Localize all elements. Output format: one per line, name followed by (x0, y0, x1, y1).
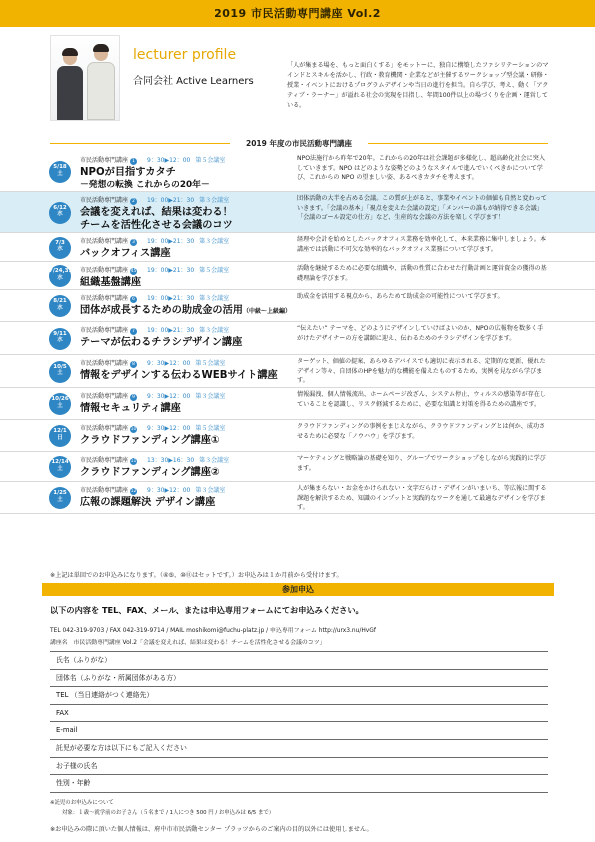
date-badge (49, 393, 71, 415)
date-badge (49, 295, 71, 317)
session-time: 19：00▶21：30 (147, 267, 195, 274)
course-title (80, 301, 291, 316)
schedule-row (0, 482, 595, 514)
session-time: 9：30▶12：00 (147, 393, 191, 400)
form-field-row[interactable] (50, 740, 548, 758)
schedule-list (0, 152, 595, 514)
series-label: 市民活動専門講座 (80, 393, 129, 400)
course-title-text: 情報をデザインする伝わるWEBサイト講座 (80, 370, 278, 381)
course-title-text: 広報の課題解決 デザイン講座 (80, 497, 216, 508)
date-text: 8/21 (53, 298, 67, 304)
date-text: 10/26 (51, 396, 69, 402)
schedule-row (0, 322, 595, 355)
course-subtitle: チームを活性化させる会議のコツ (80, 220, 233, 231)
form-field-row[interactable] (50, 652, 548, 670)
session-number: 2 (130, 198, 137, 205)
date-text: 7/24,31 (49, 268, 73, 274)
schedule-row (0, 452, 595, 482)
weekday-text: 水 (57, 246, 63, 252)
schedule-footnote: ※上記は単回でのお申込みになります。（④⑤、⑩⑪はセットです。）お申込みは１か月前から受付けます。 (50, 572, 343, 579)
series-label: 市民活動専門講座 (80, 238, 129, 245)
session-room: 第５会議室 (195, 360, 226, 367)
date-text: 5/18 (53, 164, 67, 170)
weekday-text: 土 (57, 496, 63, 503)
session-room: 第３会議室 (199, 327, 230, 334)
series-label: 市民活動専門講座 (80, 197, 129, 204)
lecturer-photo (50, 35, 120, 121)
form-field-row[interactable] (50, 722, 548, 740)
course-title-text: 会議を変えれば、結果は変わる！ (80, 207, 233, 218)
lecturer-person-right (87, 46, 115, 121)
weekday-text: 水 (57, 211, 63, 217)
course-title (80, 163, 176, 178)
session-time: 19：00▶21：30 (147, 238, 195, 245)
course-name-label: 講座名 (50, 640, 68, 646)
lecturer-intro: 「人が集まる場を、もっと面白くする」をモットーに、独自に構築したファシリテーションのマインドとスキルを活かし、行政・教育機関・企業などが主催するワークショップ型会議・研修・授業・イベントにおけるプログラムデザインや当日の進行を担当。自ら学び、考え、動く「アクティブ・ラーナー」が溢れる社会の実現を目指し、年間100件以上の場づくりを企画・運営している。 (287, 62, 549, 109)
course-description: “伝えたい” テーマを、どのようにデザインしていけばよいのか、NPOの広報物を数多く手がけたデザイナーの方を講師に迎え、伝わるためのチラシデザインを学びます。 (297, 325, 544, 342)
series-label: 市民活動専門講座 (80, 487, 129, 494)
course-title (80, 333, 242, 348)
session-time: 19：00▶21：30 (147, 197, 195, 204)
course-subtitle: －発想の転換 これからの20年－ (80, 180, 210, 190)
course-title-text: NPOが目指すカタチ (80, 167, 176, 178)
date-text: 10/5 (53, 363, 67, 370)
session-number: 7 (130, 328, 137, 335)
course-description: 人が集まらない・お金をかけられない・文字だらけ・デザインがいまいち、等広報に関する課題を解決するため、知識のインプットと実践的なワークを通して最適なデザインを学びます。 (297, 485, 547, 512)
schedule-row (0, 262, 595, 290)
session-number: 9 (130, 394, 137, 401)
weekday-text: 土 (57, 170, 63, 177)
course-name-line (50, 637, 329, 646)
schedule-row (0, 420, 595, 452)
date-text: 7/3 (55, 239, 65, 246)
form-field-row[interactable] (50, 687, 548, 705)
date-badge (49, 202, 71, 224)
childcare-note-title: ※託児のお申込みについて (50, 800, 114, 806)
series-label: 市民活動専門講座 (80, 295, 129, 302)
form-field-row[interactable] (50, 775, 548, 793)
date-badge (49, 161, 71, 183)
session-number: 10 (130, 427, 137, 432)
course-title (80, 463, 220, 478)
weekday-text: 日 (57, 434, 63, 441)
series-label: 市民活動専門講座 (80, 327, 129, 334)
course-title (80, 366, 278, 381)
session-room: 第５会議室 (195, 157, 226, 164)
date-badge (49, 487, 71, 509)
course-description: 情報漏洩、個人情報流出、ホームページ改ざん、システム停止、ウィルスの感染等が存在していることを認識し、リスク軽減するために、必要な知識と対策を得るための講座です。 (297, 391, 546, 408)
form-field-row[interactable] (50, 758, 548, 776)
session-number: 3 (130, 239, 137, 246)
session-room: 第３会議室 (199, 238, 230, 245)
date-text: 9/11 (53, 330, 67, 337)
weekday-text: 水 (57, 304, 63, 311)
schedule-row (0, 290, 595, 322)
schedule-row (0, 355, 595, 388)
date-badge (49, 361, 71, 383)
page-title: 2019 市民活動専門講座 Vol.2 (214, 7, 381, 20)
session-time: 9：30▶12：00 (147, 425, 191, 432)
course-description: クラウドファンディングの事例をまじえながら、クラウドファンディングとは何か、成功させるために必要な「ノウハウ」を学びます。 (297, 423, 546, 440)
schedule-row (0, 192, 595, 233)
course-description: 団体活動の大半を占める会議。この質が上がると、事業やイベントの価値も自然と変わっていきます。「会議の基本」「視点を変えた会議の設定」「メンバーの誰もが納得できる会議」「会議のゴール設定の仕方」など、生産的な会議の方法を楽しく学びます！ (297, 195, 547, 222)
childcare-note-detail: 対象：１歳～就学前のお子さん（５名まで / 1人につき 500 円 / お申込みは 6/5 まで） (62, 810, 275, 816)
session-number: 6 (130, 296, 137, 303)
schedule-row (0, 152, 595, 192)
session-number: 11 (130, 459, 137, 464)
weekday-text: 土 (57, 465, 63, 472)
course-description: ターゲット、価値の提案、あらゆるデバイスでも適切に表示される、定期的な更新、優れたデザイン等々、自団体のHPを魅力的な機能を備えたものするため、実例を見ながら学びます。 (297, 358, 546, 385)
date-text: 12/1 (53, 428, 67, 434)
session-room: 第３会議室 (195, 393, 226, 400)
course-description: 活動を継続するために必要な組織や、活動の性質に合わせた行動計画と運営資金の獲得の基礎理論を学びます。 (297, 265, 547, 282)
lecturer-profile-label: lecturer profile (133, 47, 237, 63)
date-badge (49, 237, 71, 259)
privacy-note: ※お申込みの際に頂いた個人情報は、府中市市民活動センター プラッツからのご案内の目的以外には使用しません。 (50, 826, 373, 833)
form-field-label: お子様の氏名 (56, 761, 98, 770)
form-field-label: 託児が必要な方は以下にもご記入ください (56, 743, 187, 752)
series-label: 市民活動専門講座 (80, 267, 129, 274)
form-field-label: E-mail (56, 726, 78, 735)
series-label: 市民活動専門講座 (80, 360, 129, 367)
course-title-suffix: （中級～上級編） (243, 308, 292, 315)
session-time: 9：30▶12：00 (147, 360, 191, 367)
series-title: 2019 年度の市民活動専門講座 (230, 138, 368, 149)
date-text: 6/12 (53, 204, 67, 211)
date-text: 1/25 (53, 490, 67, 496)
course-description: マーケティングと戦略論の基礎を知り、グループでワークショップをしながら実践的に学びます。 (297, 455, 546, 472)
course-title-text: クラウドファンディング講座① (80, 435, 220, 446)
session-number: 8 (130, 361, 137, 368)
weekday-text: 土 (57, 370, 63, 376)
course-title (80, 399, 181, 414)
session-time: 13：30▶16：30 (147, 457, 195, 464)
apply-section-title: 参加申込 (42, 583, 554, 596)
course-description: 助成金を活用する視点から、あらためて助成金の可能性について学びます。 (297, 293, 504, 300)
session-time: 9：30▶12：00 (147, 157, 191, 164)
date-badge (49, 425, 71, 447)
course-title-text: クラウドファンディング講座② (80, 467, 220, 478)
session-room: 第３会議室 (199, 197, 230, 204)
session-number: 1 (130, 158, 137, 165)
session-number: 45 (130, 269, 137, 274)
schedule-row (0, 388, 595, 420)
application-form (50, 651, 548, 793)
course-title-text: 組織基盤講座 (80, 277, 142, 288)
session-room: 第３会議室 (199, 295, 230, 302)
contact-info: TEL 042-319-9703 / FAX 042-319-9714 / MAIL moshikomi@fuchu-platz.jp / 申込専用フォーム http://urx3.nu/HvGf (50, 628, 376, 634)
course-title-text: テーマが伝わるチラシデザイン講座 (80, 337, 243, 348)
schedule-row (0, 233, 595, 262)
weekday-text: 水 (57, 337, 63, 343)
form-field-label: 団体名（ふりがな・所属団体がある方） (56, 673, 181, 682)
session-room: 第３会議室 (195, 487, 226, 494)
date-badge (49, 456, 71, 478)
session-time: 9：30▶12：00 (147, 487, 191, 494)
weekday-text: 水 (57, 274, 63, 281)
course-description: NPO法施行から昨年で20年。これからの20年は社会課題が多様化し、超高齢化社会に突入していきます。NPO はどのような姿勢どのようなスタイルで進んでいくべきかについて学び、これからの NPO の望ましい姿、あるべきカタチを考えます。 (297, 155, 545, 182)
course-title (80, 493, 215, 508)
form-field-row[interactable] (50, 670, 548, 688)
date-badge (49, 265, 71, 287)
course-title-text: 団体が成長するための助成金の活用 (80, 305, 243, 316)
session-room: 第５会議室 (195, 425, 226, 432)
session-time: 19：00▶21：30 (147, 295, 195, 302)
course-description: 経理や会計を始めとしたバックオフィス業務を効率化して、本来業務に集中しましょう。本講座では活動に不可欠な効率的なバックオフィス業務について学びます。 (297, 236, 547, 253)
form-field-row[interactable] (50, 705, 548, 723)
form-field-label: 氏名（ふりがな） (56, 656, 112, 664)
course-title (80, 273, 141, 288)
form-field-label: TEL （当日連絡がつく連絡先） (56, 691, 154, 700)
series-label: 市民活動専門講座 (80, 425, 129, 432)
series-label: 市民活動専門講座 (80, 457, 129, 464)
course-title-text: バックオフィス講座 (80, 248, 171, 259)
session-room: 第５会議室 (199, 267, 230, 274)
date-text: 12/14 (51, 459, 69, 465)
form-field-label: 性別・年齢 (56, 779, 91, 788)
apply-lead: 以下の内容を TEL、FAX、メール、または申込専用フォームにてお申込みください。 (50, 605, 364, 615)
session-room: 第３会議室 (199, 457, 230, 464)
lecturer-company: 合同会社 Active Learners (133, 76, 254, 87)
course-name-value: 市民活動専門講座 Vol.2「会議を変えれば、結果は変わる！チームを活性化させる会議のコツ」 (73, 640, 326, 646)
session-number: 12 (130, 489, 137, 494)
series-label: 市民活動専門講座 (80, 157, 129, 164)
weekday-text: 土 (57, 402, 63, 409)
course-title-text: 情報セキュリティ講座 (80, 403, 181, 414)
session-time: 19：00▶21：30 (147, 327, 195, 334)
lecturer-person-left (57, 50, 83, 121)
course-title (80, 244, 171, 259)
date-badge (49, 328, 71, 350)
form-field-label: FAX (56, 708, 69, 717)
course-title (80, 431, 220, 446)
